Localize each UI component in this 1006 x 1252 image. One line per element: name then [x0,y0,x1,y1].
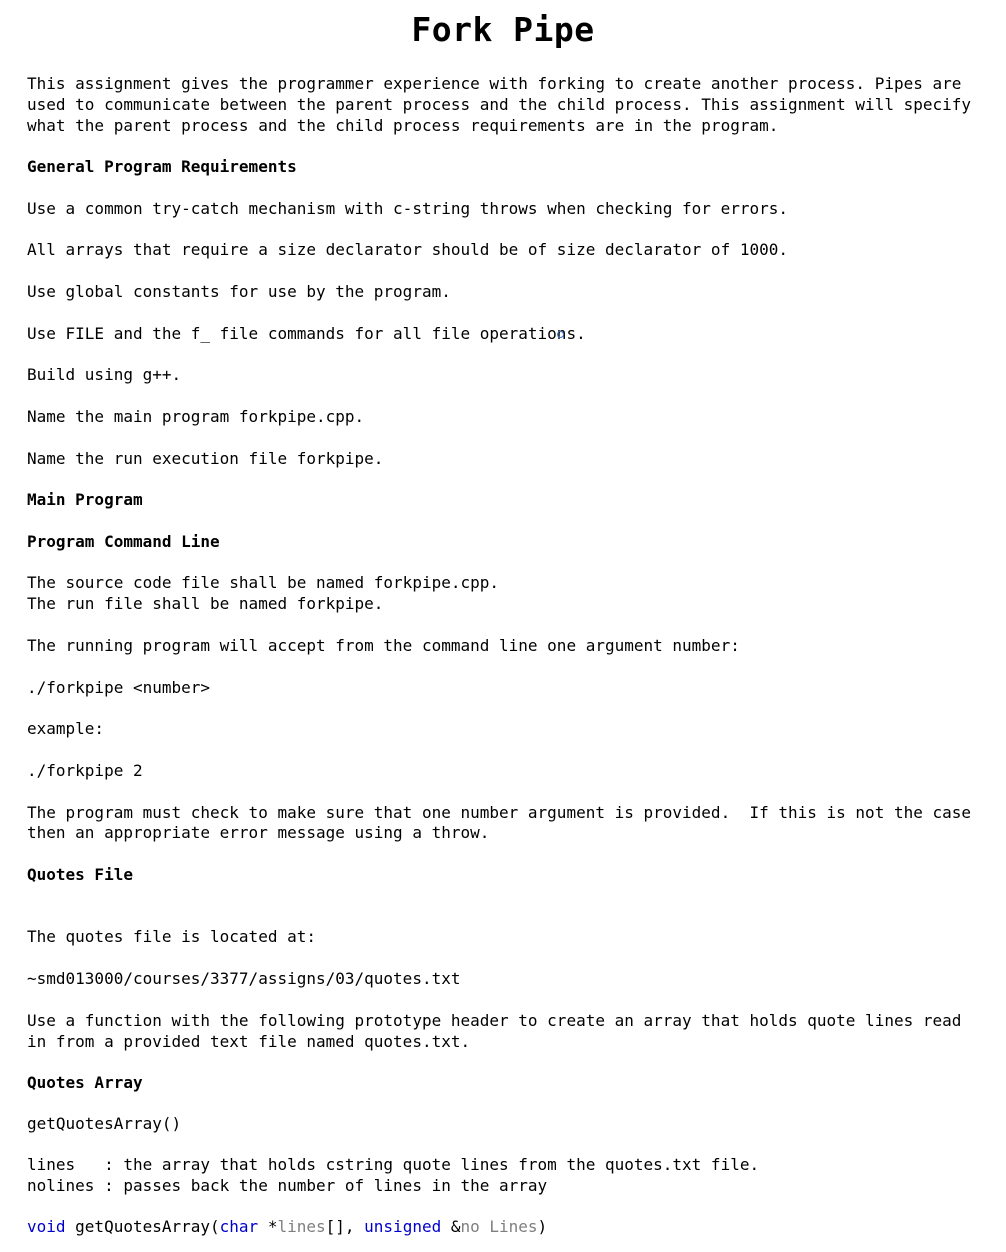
argument-check-line-1: The program must check to make sure that one number argument is provided. If this is not the case [27,803,972,822]
prototype-function-open: getQuotesArray( [65,1217,220,1236]
intro-line-2: used to communicate between the parent process and the child process. This assignment will specify [27,95,972,114]
quotes-file-heading: Quotes File [27,865,133,884]
keyword-void: void [27,1217,66,1236]
requirement-main-name: Name the main program forkpipe.cpp. [27,407,365,426]
prototype-close: ) [537,1217,548,1236]
keyword-char: char [219,1217,259,1236]
function-description-line-1: Use a function with the following prototype header to create an array that holds quote lines read [27,1011,962,1030]
accept-argument-line: The running program will accept from the command line one argument number: [27,636,740,655]
requirement-file-commands: Use FILE and the f_ file commands for all file operations. [27,324,586,343]
prototype-brackets: [], [325,1217,365,1236]
quotes-file-path: ~smd013000/courses/3377/assigns/03/quotes.txt [27,969,461,988]
source-file-line: The source code file shall be named forkpipe.cpp. [27,573,500,592]
prototype-param-lines: lines [277,1217,326,1236]
function-name: getQuotesArray() [27,1114,182,1133]
prototype-pointer: * [258,1217,278,1236]
run-file-line: The run file shall be named forkpipe. [27,594,384,613]
intro-line-3: what the parent process and the child process requirements are in the program. [27,116,779,135]
requirement-try-catch: Use a common try-catch mechanism with c-string throws when checking for errors. [27,199,788,218]
page-title: Fork Pipe [411,10,595,49]
requirement-array-size: All arrays that require a size declarator should be of size declarator of 1000. [27,240,788,259]
function-description-line-2: in from a provided text file named quotes.txt. [27,1032,471,1051]
param-lines: lines : the array that holds cstring quote lines from the quotes.txt file. [27,1155,760,1174]
example-command: ./forkpipe 2 [27,761,143,780]
usage-line: ./forkpipe <number> [27,678,211,697]
keyword-unsigned: unsigned [364,1217,442,1236]
quotes-location-line: The quotes file is located at: [27,927,316,946]
requirement-run-name: Name the run execution file forkpipe. [27,449,384,468]
command-line-heading: Program Command Line [27,532,220,551]
param-nolines: nolines : passes back the number of lines in the array [27,1176,548,1195]
general-requirements-heading: General Program Requirements [27,157,297,176]
text-cursor-marker [557,331,564,338]
prototype-reference: & [441,1217,461,1236]
example-label: example: [27,719,105,738]
prototype-param-nolines: no Lines [460,1217,538,1236]
intro-line-1: This assignment gives the programmer experience with forking to create another process. Pipes are [27,74,962,93]
requirement-build: Build using g++. [27,365,182,384]
function-prototype [27,1216,547,1237]
argument-check-line-2: then an appropriate error message using a throw. [27,823,490,842]
main-program-heading: Main Program [27,490,143,509]
quotes-array-heading: Quotes Array [27,1073,143,1092]
requirement-global-constants: Use global constants for use by the program. [27,282,451,301]
